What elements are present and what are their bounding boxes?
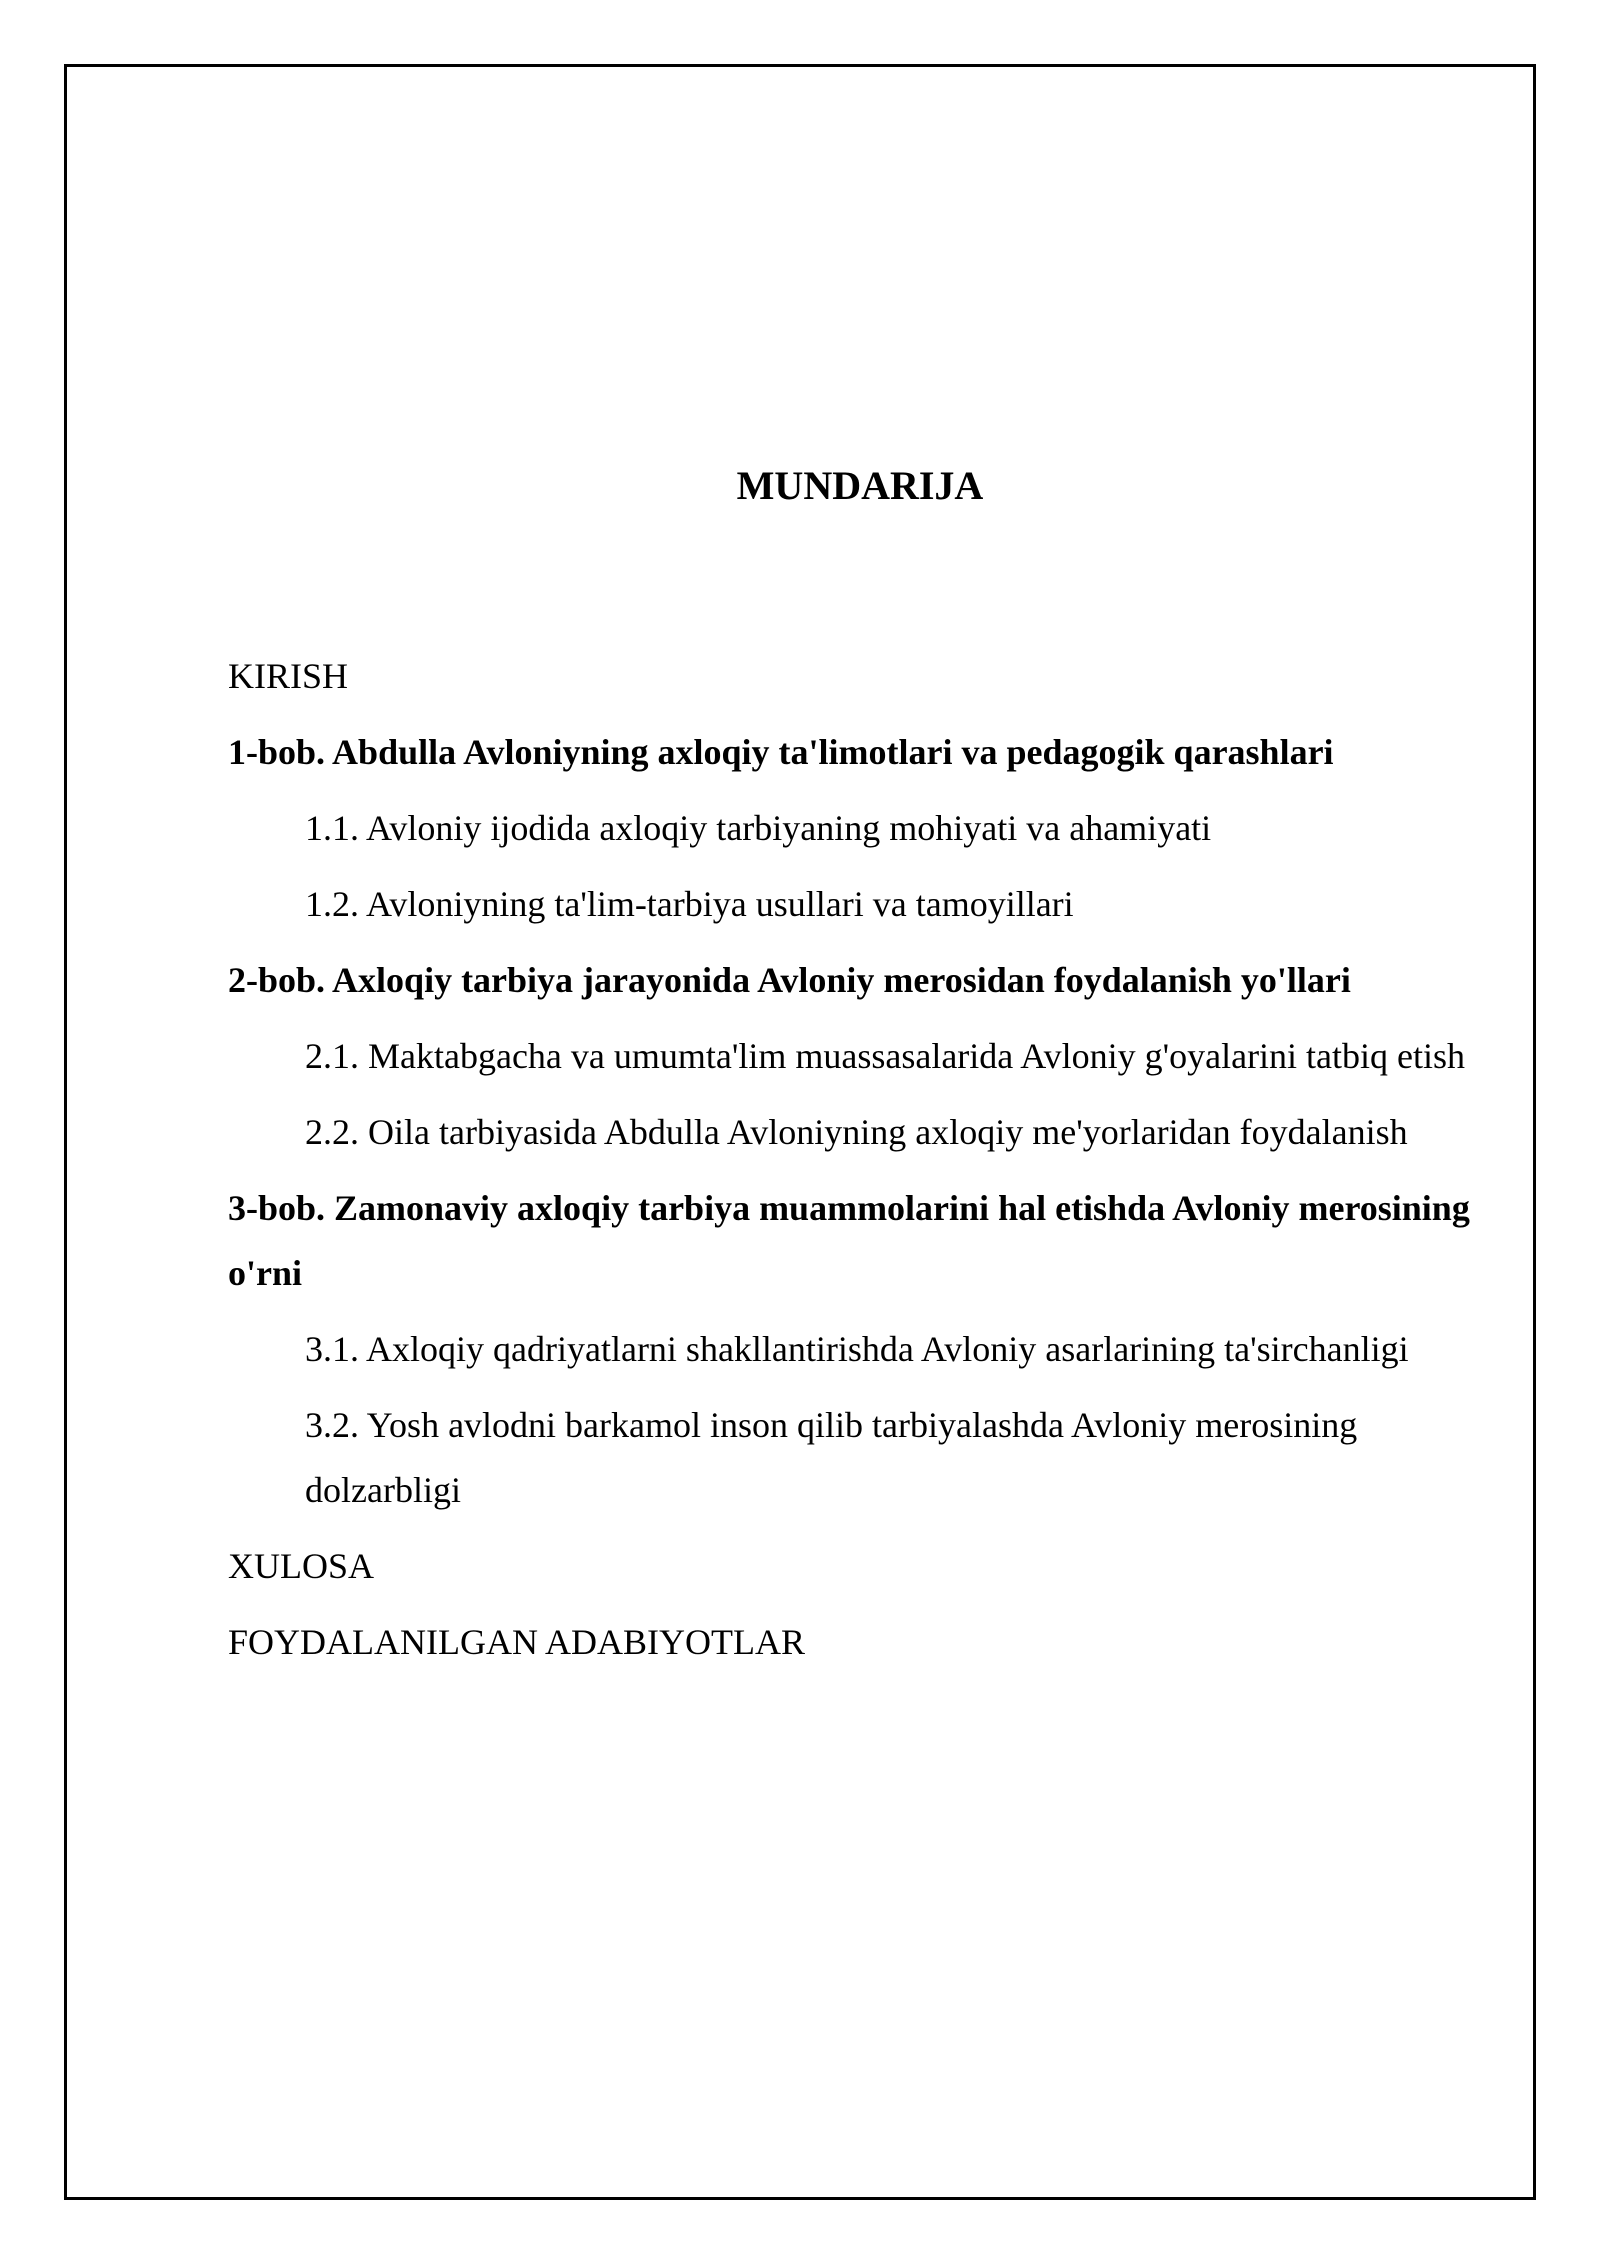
toc-chapter-2[interactable]: 2-bob. Axloqiy tarbiya jarayonida Avloniy merosidan foydalanish yo'llari <box>228 960 1351 1000</box>
toc-item-conclusion[interactable]: XULOSA <box>228 1546 375 1586</box>
page-title: MUNDARIJA <box>736 463 984 508</box>
toc-section-2-2[interactable]: 2.2. Oila tarbiyasida Abdulla Avloniyning axloqiy me'yorlaridan foydalanish <box>305 1112 1408 1152</box>
toc-section-1-2[interactable]: 1.2. Avloniyning ta'lim-tarbiya usullari va tamoyillari <box>305 884 1074 924</box>
toc-item-introduction[interactable]: KIRISH <box>228 656 349 696</box>
toc-section-2-1[interactable]: 2.1. Maktabgacha va umumta'lim muassasalarida Avloniy g'oyalarini tatbiq etish <box>305 1036 1466 1076</box>
toc-section-3-2[interactable]: 3.2. Yosh avlodni barkamol inson qilib tarbiyalashda Avloniy merosining dolzarbligi <box>305 1405 1358 1510</box>
toc-section-1-1[interactable]: 1.1. Avloniy ijodida axloqiy tarbiyaning mohiyati va ahamiyati <box>305 808 1212 848</box>
toc-section-3-1[interactable]: 3.1. Axloqiy qadriyatlarni shakllantirishda Avloniy asarlarining ta'sirchanligi <box>305 1329 1409 1369</box>
toc-item-references[interactable]: FOYDALANILGAN ADABIYOTLAR <box>228 1622 805 1662</box>
toc-chapter-3[interactable]: 3-bob. Zamonaviy axloqiy tarbiya muammolarini hal etishda Avloniy merosining o'rni <box>228 1188 1470 1293</box>
table-of-contents <box>228 644 1488 1686</box>
toc-chapter-1[interactable]: 1-bob. Abdulla Avloniyning axloqiy ta'limotlari va pedagogik qarashlari <box>228 732 1334 772</box>
